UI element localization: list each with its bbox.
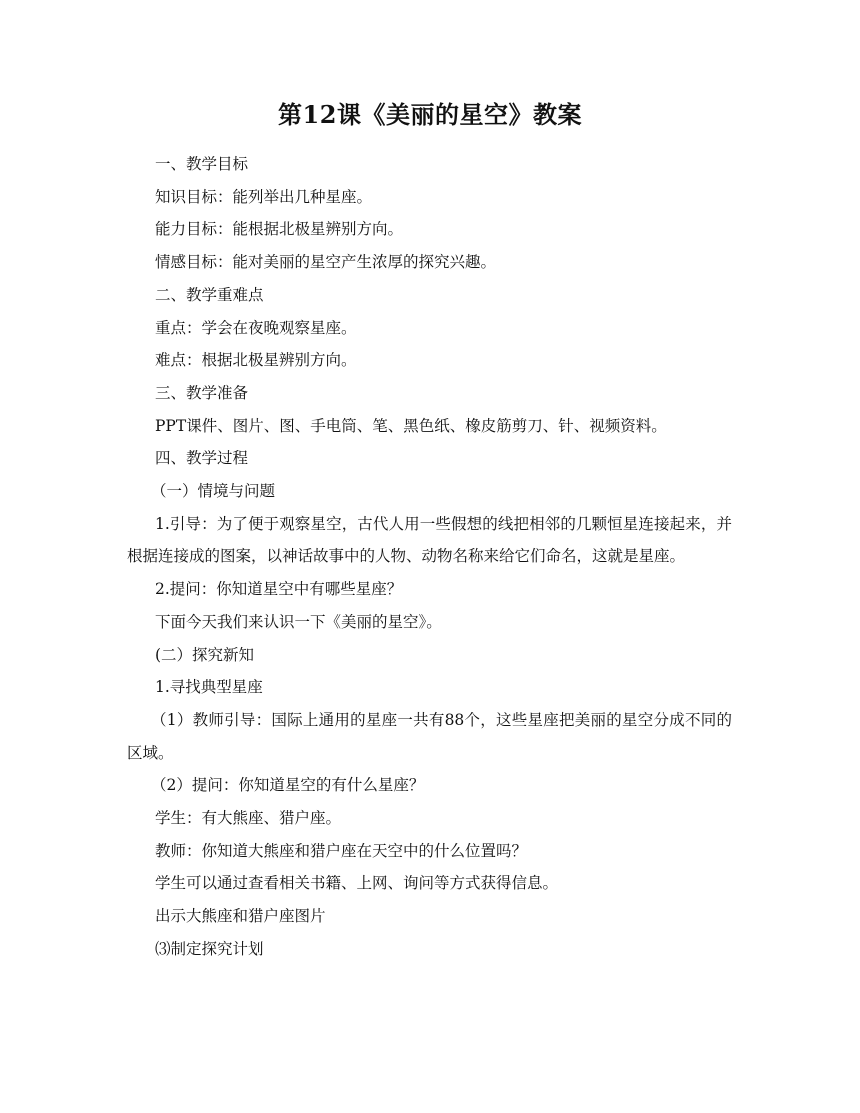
paragraph: 教师：你知道大熊座和猎户座在天空中的什么位置吗？ — [155, 841, 528, 860]
paragraph: 2.提问：你知道星空中有哪些星座？ — [155, 580, 403, 599]
paragraph: ⑶制定探究计划 — [155, 939, 264, 958]
paragraph: 学生：有大熊座、猎户座。 — [155, 809, 342, 828]
paragraph: （2）提问：你知道星空的有什么星座？ — [151, 776, 425, 795]
paragraph: 情感目标：能对美丽的星空产生浓厚的探究兴趣。 — [155, 253, 497, 272]
section-heading-process: 四、教学过程 — [155, 449, 249, 468]
subsection-heading: (二）探究新知 — [155, 645, 255, 664]
section-heading-preparation: 三、教学准备 — [155, 383, 249, 402]
document-title: 第12课《美丽的星空》教案 — [278, 100, 582, 129]
paragraph: 下面今天我们来认识一下《美丽的星空》。 — [155, 612, 442, 631]
paragraph: 能力目标：能根据北极星辨别方向。 — [155, 220, 404, 239]
paragraph: 1.引导：为了便于观察星空，古代人用一些假想的线把相邻的几颗恒星连接起来，并根据连接成的图案，以神话故事中的人物、动物名称来给它们命名，这就是星座。 — [127, 514, 732, 566]
paragraph: 重点：学会在夜晚观察星座。 — [155, 318, 357, 337]
paragraph: PPT课件、图片、图、手电筒、笔、黑色纸、橡皮筋剪刀、针、视频资料。 — [155, 416, 667, 435]
paragraph: 出示大熊座和猎户座图片 — [155, 907, 326, 926]
section-heading-key-points: 二、教学重难点 — [155, 285, 264, 304]
paragraph: （1）教师引导：国际上通用的星座一共有88个，这些星座把美丽的星空分成不同的区域。 — [127, 710, 732, 762]
subsection-heading: （一）情境与问题 — [151, 482, 276, 501]
document-body — [127, 148, 732, 966]
paragraph: 知识目标：能列举出几种星座。 — [155, 187, 373, 206]
paragraph: 1.寻找典型星座 — [155, 678, 263, 697]
section-heading-objectives: 一、教学目标 — [155, 155, 249, 173]
paragraph: 难点：根据北极星辨别方向。 — [155, 351, 357, 370]
paragraph: 学生可以通过查看相关书籍、上网、询问等方式获得信息。 — [155, 874, 559, 893]
